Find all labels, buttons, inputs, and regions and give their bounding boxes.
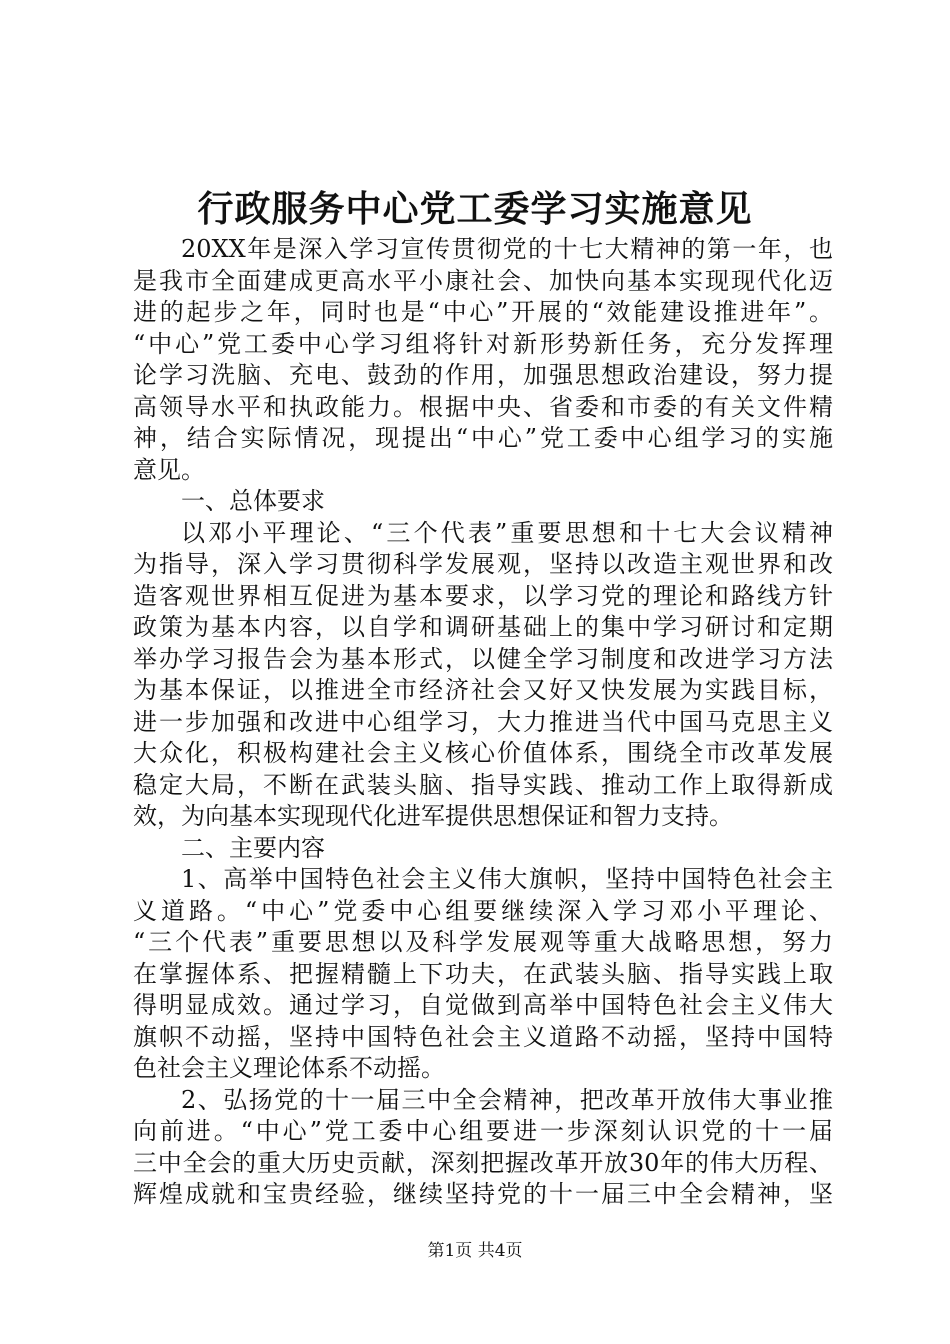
- text-line: 造客观世界相互促进为基本要求，以学习党的理论和路线方针: [133, 581, 833, 610]
- text-line: 辉煌成就和宝贵经验，继续坚持党的十一届三中全会精神，坚: [133, 1180, 833, 1208]
- text-line: 三中全会的重大历史贡献，深刻把握改革开放30年的伟大历程、: [133, 1148, 833, 1177]
- text-line: 义道路。“中心”党委中心组要继续深入学习邓小平理论、: [133, 896, 833, 925]
- text-line: 效，为向基本实现现代化进军提供思想保证和智力支持。: [133, 802, 733, 830]
- text-line: 以邓小平理论、“三个代表”重要思想和十七大会议精神: [181, 518, 833, 547]
- page-number-footer: 第1页 共4页: [427, 1241, 523, 1261]
- text-line: 意见。: [133, 455, 205, 484]
- text-line: “中心”党工委中心学习组将针对新形势新任务，充分发挥理: [133, 329, 833, 358]
- text-line: 1、高举中国特色社会主义伟大旗帜，坚持中国特色社会主: [181, 865, 833, 893]
- document-body: [133, 234, 833, 1211]
- text-line: 神，结合实际情况，现提出“中心”党工委中心组学习的实施: [133, 424, 833, 452]
- text-line: 进的起步之年，同时也是“中心”开展的“效能建设推进年”。: [133, 298, 833, 326]
- section-heading: 二、主要内容: [181, 833, 325, 862]
- section-heading: 一、总体要求: [181, 487, 325, 515]
- document-title: 行政服务中心党工委学习实施意见: [197, 188, 753, 230]
- text-line: 为基本保证，以推进全市经济社会又好又快发展为实践目标，: [133, 676, 833, 704]
- text-line: 色社会主义理论体系不动摇。: [133, 1054, 445, 1082]
- text-line: 为指导，深入学习贯彻科学发展观，坚持以改造主观世界和改: [133, 550, 833, 578]
- text-line: 进一步加强和改进中心组学习，大力推进当代中国马克思主义: [133, 707, 833, 736]
- text-line: “三个代表”重要思想以及科学发展观等重大战略思想，努力: [133, 928, 833, 956]
- text-line: 得明显成效。通过学习，自觉做到高举中国特色社会主义伟大: [133, 991, 833, 1019]
- text-line: 高领导水平和执政能力。根据中央、省委和市委的有关文件精: [133, 392, 833, 421]
- text-line: 论学习洗脑、充电、鼓劲的作用，加强思想政治建设，努力提: [133, 361, 833, 389]
- text-line: 在掌握体系、把握精髓上下功夫，在武装头脑、指导实践上取: [133, 959, 833, 988]
- text-line: 向前进。“中心”党工委中心组要进一步深刻认识党的十一届: [133, 1117, 833, 1145]
- text-line: 2、弘扬党的十一届三中全会精神，把改革开放伟大事业推: [181, 1085, 833, 1114]
- text-line: 旗帜不动摇，坚持中国特色社会主义道路不动摇，坚持中国特: [133, 1022, 833, 1051]
- text-line: 稳定大局，不断在武装头脑、指导实践、推动工作上取得新成: [133, 770, 833, 799]
- text-line: 大众化，积极构建社会主义核心价值体系，围绕全市改革发展: [133, 739, 833, 767]
- text-line: 举办学习报告会为基本形式，以健全学习制度和改进学习方法: [133, 644, 833, 673]
- text-line: 政策为基本内容，以自学和调研基础上的集中学习研讨和定期: [133, 613, 833, 641]
- text-line: 是我市全面建成更高水平小康社会、加快向基本实现现代化迈: [133, 266, 833, 295]
- text-line: 20XX年是深入学习宣传贯彻党的十七大精神的第一年，也: [181, 235, 833, 263]
